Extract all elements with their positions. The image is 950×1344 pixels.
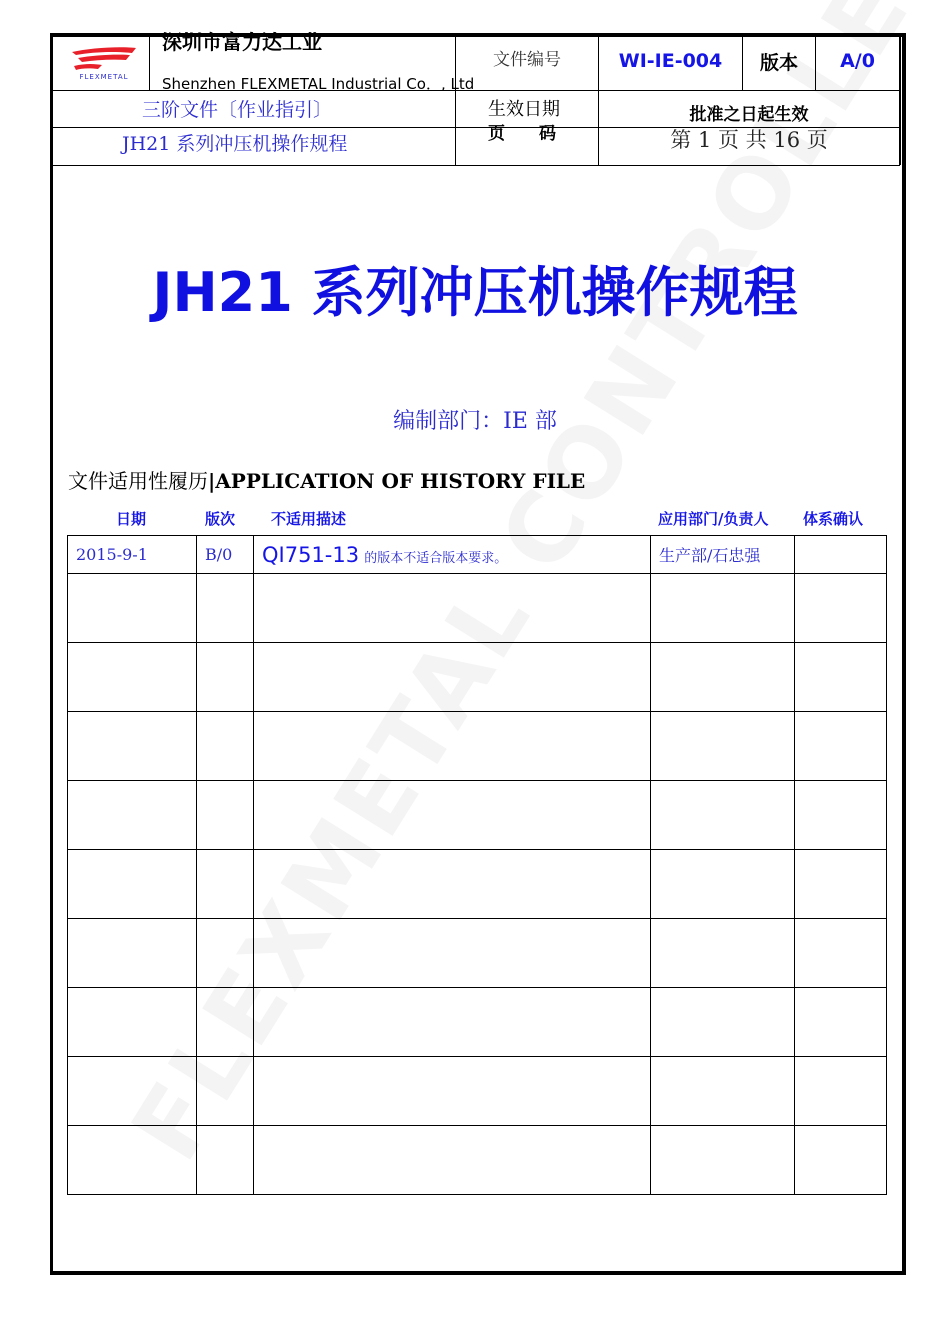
doc-level: 三阶文件〔作业指引〕 (142, 98, 333, 121)
doc-number-value: WI-IE-004 (618, 50, 723, 72)
svg-text:FLEXMETAL: FLEXMETAL (79, 73, 129, 81)
cell-system-confirm (795, 536, 887, 574)
cell-date: 2015-9-1 (68, 536, 197, 574)
history-title-cn: 文件适用性履历 (68, 469, 208, 493)
department: 编制部门：IE 部 (393, 409, 557, 434)
table-row (68, 1126, 887, 1195)
description-code: QI751-13 (262, 542, 360, 567)
col-dept-owner: 应用部门/负责人 (658, 510, 769, 528)
page-number-value: 第 1 页 共 16 页 (670, 128, 828, 152)
col-description: 不适用描述 (271, 510, 347, 528)
version-label: 版本 (759, 51, 798, 74)
version-value: A/0 (840, 50, 875, 72)
col-system-confirm: 体系确认 (803, 510, 864, 528)
cell-dept-owner: 生产部/石忠强 (651, 536, 795, 574)
effective-date-value: 批准之日起生效 (689, 104, 809, 125)
company-name-en: Shenzhen FLEXMETAL Industrial Co．, Ltd (162, 75, 475, 93)
table-row (68, 712, 887, 781)
page-number-label: 页 码 (488, 123, 556, 144)
history-table (67, 535, 887, 1195)
table-row (68, 850, 887, 919)
effective-date-label: 生效日期 (488, 99, 560, 120)
description-text: 的版本不适合版本要求。 (364, 550, 508, 566)
flexmetal-logo-icon (68, 42, 140, 82)
cell-version: B/0 (197, 536, 254, 574)
company-logo (68, 42, 140, 82)
table-row (68, 988, 887, 1057)
history-title (68, 465, 585, 494)
table-row (68, 919, 887, 988)
col-date: 日期 (116, 510, 147, 528)
doc-number-label: 文件编号 (493, 49, 561, 70)
table-row (68, 536, 887, 574)
doc-title: JH21 系列冲压机操作规程 (122, 132, 348, 155)
table-row (68, 1057, 887, 1126)
table-row (68, 781, 887, 850)
table-row (68, 643, 887, 712)
main-title: JH21 系列冲压机操作规程 (152, 261, 798, 324)
company-name-cn: 深圳市富力达工业 (162, 30, 322, 54)
cell-description (254, 536, 651, 574)
col-version: 版次 (205, 510, 236, 528)
table-row (68, 574, 887, 643)
history-title-en: |APPLICATION OF HISTORY FILE (208, 469, 586, 493)
